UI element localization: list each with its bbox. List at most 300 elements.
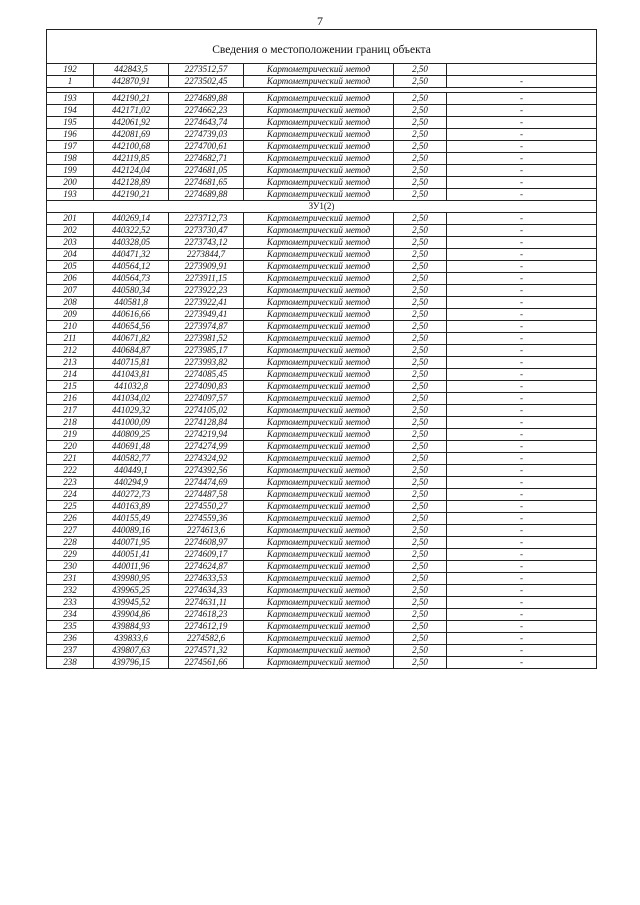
accuracy-cell: 2,50 bbox=[394, 597, 447, 609]
description-cell: - bbox=[447, 165, 597, 177]
description-cell: - bbox=[447, 261, 597, 273]
point-number-cell: 209 bbox=[47, 309, 94, 321]
method-cell: Картометрический метод bbox=[244, 297, 394, 309]
point-number-cell: 236 bbox=[47, 633, 94, 645]
method-cell: Картометрический метод bbox=[244, 237, 394, 249]
accuracy-cell: 2,50 bbox=[394, 141, 447, 153]
x-coordinate-cell: 439945,52 bbox=[94, 597, 169, 609]
method-cell: Картометрический метод bbox=[244, 525, 394, 537]
x-coordinate-cell: 439884,93 bbox=[94, 621, 169, 633]
y-coordinate-cell: 2274474,69 bbox=[169, 477, 244, 489]
point-number-cell: 226 bbox=[47, 513, 94, 525]
point-number-cell: 220 bbox=[47, 441, 94, 453]
table-row bbox=[47, 561, 597, 573]
table-row bbox=[47, 129, 597, 141]
method-cell: Картометрический метод bbox=[244, 189, 394, 201]
accuracy-cell: 2,50 bbox=[394, 237, 447, 249]
accuracy-cell: 2,50 bbox=[394, 64, 447, 76]
description-cell: - bbox=[447, 537, 597, 549]
description-cell: - bbox=[447, 273, 597, 285]
method-cell: Картометрический метод bbox=[244, 657, 394, 669]
table-row bbox=[47, 369, 597, 381]
table-row bbox=[47, 105, 597, 117]
table-row bbox=[47, 64, 597, 76]
table-row bbox=[47, 537, 597, 549]
table-row bbox=[47, 393, 597, 405]
accuracy-cell: 2,50 bbox=[394, 369, 447, 381]
table-row bbox=[47, 585, 597, 597]
table-row bbox=[47, 513, 597, 525]
accuracy-cell: 2,50 bbox=[394, 213, 447, 225]
y-coordinate-cell: 2274274,99 bbox=[169, 441, 244, 453]
accuracy-cell: 2,50 bbox=[394, 453, 447, 465]
y-coordinate-cell: 2273909,91 bbox=[169, 261, 244, 273]
method-cell: Картометрический метод bbox=[244, 117, 394, 129]
point-number-cell: 225 bbox=[47, 501, 94, 513]
accuracy-cell: 2,50 bbox=[394, 633, 447, 645]
table-row bbox=[47, 93, 597, 105]
accuracy-cell: 2,50 bbox=[394, 585, 447, 597]
x-coordinate-cell: 441034,02 bbox=[94, 393, 169, 405]
accuracy-cell: 2,50 bbox=[394, 405, 447, 417]
y-coordinate-cell: 2274487,58 bbox=[169, 489, 244, 501]
y-coordinate-cell: 2274085,45 bbox=[169, 369, 244, 381]
point-number-cell: 199 bbox=[47, 165, 94, 177]
x-coordinate-cell: 441043,81 bbox=[94, 369, 169, 381]
y-coordinate-cell: 2274392,56 bbox=[169, 465, 244, 477]
table-row bbox=[47, 165, 597, 177]
description-cell: - bbox=[447, 117, 597, 129]
description-cell: - bbox=[447, 549, 597, 561]
description-cell: - bbox=[447, 405, 597, 417]
point-number-cell: 233 bbox=[47, 597, 94, 609]
point-number-cell: 198 bbox=[47, 153, 94, 165]
point-number-cell: 229 bbox=[47, 549, 94, 561]
x-coordinate-cell: 440471,32 bbox=[94, 249, 169, 261]
accuracy-cell: 2,50 bbox=[394, 273, 447, 285]
y-coordinate-cell: 2274559,36 bbox=[169, 513, 244, 525]
y-coordinate-cell: 2274097,57 bbox=[169, 393, 244, 405]
point-number-cell: 200 bbox=[47, 177, 94, 189]
method-cell: Картометрический метод bbox=[244, 345, 394, 357]
table-row bbox=[47, 597, 597, 609]
description-cell: - bbox=[447, 429, 597, 441]
x-coordinate-cell: 440051,41 bbox=[94, 549, 169, 561]
x-coordinate-cell: 440294,9 bbox=[94, 477, 169, 489]
description-cell: - bbox=[447, 501, 597, 513]
accuracy-cell: 2,50 bbox=[394, 225, 447, 237]
y-coordinate-cell: 2274633,53 bbox=[169, 573, 244, 585]
x-coordinate-cell: 440616,66 bbox=[94, 309, 169, 321]
accuracy-cell: 2,50 bbox=[394, 561, 447, 573]
x-coordinate-cell: 440564,73 bbox=[94, 273, 169, 285]
description-cell: - bbox=[447, 645, 597, 657]
accuracy-cell: 2,50 bbox=[394, 297, 447, 309]
method-cell: Картометрический метод bbox=[244, 213, 394, 225]
point-number-cell: 208 bbox=[47, 297, 94, 309]
accuracy-cell: 2,50 bbox=[394, 309, 447, 321]
x-coordinate-cell: 440581,8 bbox=[94, 297, 169, 309]
method-cell: Картометрический метод bbox=[244, 76, 394, 88]
accuracy-cell: 2,50 bbox=[394, 393, 447, 405]
description-cell: - bbox=[447, 225, 597, 237]
accuracy-cell: 2,50 bbox=[394, 465, 447, 477]
table-row bbox=[47, 549, 597, 561]
section-row bbox=[47, 201, 597, 213]
y-coordinate-cell: 2274561,66 bbox=[169, 657, 244, 669]
description-cell: - bbox=[447, 453, 597, 465]
y-coordinate-cell: 2273922,23 bbox=[169, 285, 244, 297]
y-coordinate-cell: 2274613,6 bbox=[169, 525, 244, 537]
x-coordinate-cell: 439807,63 bbox=[94, 645, 169, 657]
point-number-cell: 214 bbox=[47, 369, 94, 381]
table-row bbox=[47, 429, 597, 441]
accuracy-cell: 2,50 bbox=[394, 537, 447, 549]
table-row bbox=[47, 489, 597, 501]
y-coordinate-cell: 2273974,87 bbox=[169, 321, 244, 333]
table-row bbox=[47, 573, 597, 585]
y-coordinate-cell: 2273502,45 bbox=[169, 76, 244, 88]
accuracy-cell: 2,50 bbox=[394, 129, 447, 141]
x-coordinate-cell: 441032,8 bbox=[94, 381, 169, 393]
description-cell: - bbox=[447, 585, 597, 597]
accuracy-cell: 2,50 bbox=[394, 573, 447, 585]
x-coordinate-cell: 439833,6 bbox=[94, 633, 169, 645]
description-cell: - bbox=[447, 141, 597, 153]
x-coordinate-cell: 439904,86 bbox=[94, 609, 169, 621]
method-cell: Картометрический метод bbox=[244, 249, 394, 261]
method-cell: Картометрический метод bbox=[244, 405, 394, 417]
table-row bbox=[47, 249, 597, 261]
description-cell: - bbox=[447, 345, 597, 357]
accuracy-cell: 2,50 bbox=[394, 357, 447, 369]
accuracy-cell: 2,50 bbox=[394, 657, 447, 669]
point-number-cell: 227 bbox=[47, 525, 94, 537]
point-number-cell: 228 bbox=[47, 537, 94, 549]
accuracy-cell: 2,50 bbox=[394, 76, 447, 88]
method-cell: Картометрический метод bbox=[244, 549, 394, 561]
accuracy-cell: 2,50 bbox=[394, 189, 447, 201]
x-coordinate-cell: 442128,89 bbox=[94, 177, 169, 189]
point-number-cell: 222 bbox=[47, 465, 94, 477]
point-number-cell: 235 bbox=[47, 621, 94, 633]
description-cell: - bbox=[447, 489, 597, 501]
accuracy-cell: 2,50 bbox=[394, 165, 447, 177]
description-cell: - bbox=[447, 153, 597, 165]
table-row bbox=[47, 645, 597, 657]
y-coordinate-cell: 2274662,23 bbox=[169, 105, 244, 117]
table-row bbox=[47, 261, 597, 273]
table-row bbox=[47, 177, 597, 189]
accuracy-cell: 2,50 bbox=[394, 105, 447, 117]
method-cell: Картометрический метод bbox=[244, 477, 394, 489]
description-cell: - bbox=[447, 597, 597, 609]
accuracy-cell: 2,50 bbox=[394, 117, 447, 129]
x-coordinate-cell: 442870,91 bbox=[94, 76, 169, 88]
description-cell: - bbox=[447, 129, 597, 141]
x-coordinate-cell: 440269,14 bbox=[94, 213, 169, 225]
x-coordinate-cell: 440071,95 bbox=[94, 537, 169, 549]
table-row bbox=[47, 321, 597, 333]
y-coordinate-cell: 2274681,05 bbox=[169, 165, 244, 177]
point-number-cell: 232 bbox=[47, 585, 94, 597]
description-cell: - bbox=[447, 657, 597, 669]
point-number-cell: 203 bbox=[47, 237, 94, 249]
y-coordinate-cell: 2273985,17 bbox=[169, 345, 244, 357]
table-row bbox=[47, 213, 597, 225]
table-row bbox=[47, 633, 597, 645]
description-cell: - bbox=[447, 321, 597, 333]
point-number-cell: 192 bbox=[47, 64, 94, 76]
y-coordinate-cell: 2274624,87 bbox=[169, 561, 244, 573]
x-coordinate-cell: 442119,85 bbox=[94, 153, 169, 165]
y-coordinate-cell: 2274219,94 bbox=[169, 429, 244, 441]
point-number-cell: 196 bbox=[47, 129, 94, 141]
x-coordinate-cell: 440684,87 bbox=[94, 345, 169, 357]
accuracy-cell: 2,50 bbox=[394, 249, 447, 261]
x-coordinate-cell: 439980,95 bbox=[94, 573, 169, 585]
table-row bbox=[47, 189, 597, 201]
point-number-cell: 221 bbox=[47, 453, 94, 465]
description-cell: - bbox=[447, 561, 597, 573]
section-label: ЗУ1(2) bbox=[47, 201, 597, 213]
accuracy-cell: 2,50 bbox=[394, 525, 447, 537]
method-cell: Картометрический метод bbox=[244, 129, 394, 141]
point-number-cell: 231 bbox=[47, 573, 94, 585]
x-coordinate-cell: 440155,49 bbox=[94, 513, 169, 525]
method-cell: Картометрический метод bbox=[244, 309, 394, 321]
y-coordinate-cell: 2273911,15 bbox=[169, 273, 244, 285]
accuracy-cell: 2,50 bbox=[394, 621, 447, 633]
method-cell: Картометрический метод bbox=[244, 597, 394, 609]
accuracy-cell: 2,50 bbox=[394, 153, 447, 165]
y-coordinate-cell: 2274550,27 bbox=[169, 501, 244, 513]
accuracy-cell: 2,50 bbox=[394, 549, 447, 561]
point-number-cell: 201 bbox=[47, 213, 94, 225]
x-coordinate-cell: 440654,56 bbox=[94, 321, 169, 333]
x-coordinate-cell: 442190,21 bbox=[94, 93, 169, 105]
table-row bbox=[47, 357, 597, 369]
y-coordinate-cell: 2273844,7 bbox=[169, 249, 244, 261]
point-number-cell: 215 bbox=[47, 381, 94, 393]
description-cell: - bbox=[447, 285, 597, 297]
y-coordinate-cell: 2274643,74 bbox=[169, 117, 244, 129]
point-number-cell: 1 bbox=[47, 76, 94, 88]
method-cell: Картометрический метод bbox=[244, 357, 394, 369]
method-cell: Картометрический метод bbox=[244, 225, 394, 237]
method-cell: Картометрический метод bbox=[244, 441, 394, 453]
table-row bbox=[47, 117, 597, 129]
accuracy-cell: 2,50 bbox=[394, 441, 447, 453]
table-row bbox=[47, 441, 597, 453]
description-cell: - bbox=[447, 249, 597, 261]
table-row bbox=[47, 525, 597, 537]
x-coordinate-cell: 440671,82 bbox=[94, 333, 169, 345]
method-cell: Картометрический метод bbox=[244, 513, 394, 525]
accuracy-cell: 2,50 bbox=[394, 333, 447, 345]
y-coordinate-cell: 2274608,97 bbox=[169, 537, 244, 549]
y-coordinate-cell: 2274105,02 bbox=[169, 405, 244, 417]
point-number-cell: 217 bbox=[47, 405, 94, 417]
accuracy-cell: 2,50 bbox=[394, 177, 447, 189]
point-number-cell: 205 bbox=[47, 261, 94, 273]
accuracy-cell: 2,50 bbox=[394, 429, 447, 441]
description-cell: - bbox=[447, 309, 597, 321]
page-number: 7 bbox=[317, 14, 323, 28]
method-cell: Картометрический метод bbox=[244, 537, 394, 549]
x-coordinate-cell: 442124,04 bbox=[94, 165, 169, 177]
y-coordinate-cell: 2273993,82 bbox=[169, 357, 244, 369]
y-coordinate-cell: 2274609,17 bbox=[169, 549, 244, 561]
method-cell: Картометрический метод bbox=[244, 285, 394, 297]
description-cell: - bbox=[447, 357, 597, 369]
x-coordinate-cell: 442190,21 bbox=[94, 189, 169, 201]
x-coordinate-cell: 442100,68 bbox=[94, 141, 169, 153]
description-cell: - bbox=[447, 333, 597, 345]
accuracy-cell: 2,50 bbox=[394, 645, 447, 657]
table-row bbox=[47, 309, 597, 321]
point-number-cell: 206 bbox=[47, 273, 94, 285]
x-coordinate-cell: 440580,34 bbox=[94, 285, 169, 297]
point-number-cell: 193 bbox=[47, 93, 94, 105]
y-coordinate-cell: 2273730,47 bbox=[169, 225, 244, 237]
y-coordinate-cell: 2274739,03 bbox=[169, 129, 244, 141]
method-cell: Картометрический метод bbox=[244, 153, 394, 165]
point-number-cell: 216 bbox=[47, 393, 94, 405]
method-cell: Картометрический метод bbox=[244, 501, 394, 513]
x-coordinate-cell: 441000,09 bbox=[94, 417, 169, 429]
method-cell: Картометрический метод bbox=[244, 609, 394, 621]
accuracy-cell: 2,50 bbox=[394, 261, 447, 273]
x-coordinate-cell: 440272,73 bbox=[94, 489, 169, 501]
method-cell: Картометрический метод bbox=[244, 333, 394, 345]
table-row bbox=[47, 141, 597, 153]
y-coordinate-cell: 2274618,23 bbox=[169, 609, 244, 621]
boundary-coordinates-table bbox=[46, 29, 597, 669]
table-row bbox=[47, 417, 597, 429]
method-cell: Картометрический метод bbox=[244, 261, 394, 273]
accuracy-cell: 2,50 bbox=[394, 93, 447, 105]
point-number-cell: 219 bbox=[47, 429, 94, 441]
x-coordinate-cell: 440322,52 bbox=[94, 225, 169, 237]
y-coordinate-cell: 2274571,32 bbox=[169, 645, 244, 657]
table-row bbox=[47, 477, 597, 489]
point-number-cell: 224 bbox=[47, 489, 94, 501]
accuracy-cell: 2,50 bbox=[394, 285, 447, 297]
x-coordinate-cell: 442171,02 bbox=[94, 105, 169, 117]
method-cell: Картометрический метод bbox=[244, 321, 394, 333]
point-number-cell: 210 bbox=[47, 321, 94, 333]
y-coordinate-cell: 2274689,88 bbox=[169, 93, 244, 105]
x-coordinate-cell: 439796,15 bbox=[94, 657, 169, 669]
method-cell: Картометрический метод bbox=[244, 561, 394, 573]
point-number-cell: 238 bbox=[47, 657, 94, 669]
table-row bbox=[47, 273, 597, 285]
table-row bbox=[47, 333, 597, 345]
table-row bbox=[47, 237, 597, 249]
description-cell: - bbox=[447, 609, 597, 621]
y-coordinate-cell: 2273712,73 bbox=[169, 213, 244, 225]
description-cell: - bbox=[447, 513, 597, 525]
method-cell: Картометрический метод bbox=[244, 621, 394, 633]
x-coordinate-cell: 440582,77 bbox=[94, 453, 169, 465]
method-cell: Картометрический метод bbox=[244, 381, 394, 393]
accuracy-cell: 2,50 bbox=[394, 513, 447, 525]
point-number-cell: 230 bbox=[47, 561, 94, 573]
method-cell: Картометрический метод bbox=[244, 165, 394, 177]
x-coordinate-cell: 442081,69 bbox=[94, 129, 169, 141]
method-cell: Картометрический метод bbox=[244, 141, 394, 153]
description-cell: - bbox=[447, 213, 597, 225]
method-cell: Картометрический метод bbox=[244, 417, 394, 429]
description-cell: - bbox=[447, 633, 597, 645]
method-cell: Картометрический метод bbox=[244, 489, 394, 501]
description-cell: - bbox=[447, 393, 597, 405]
method-cell: Картометрический метод bbox=[244, 645, 394, 657]
y-coordinate-cell: 2273949,41 bbox=[169, 309, 244, 321]
accuracy-cell: 2,50 bbox=[394, 609, 447, 621]
table-row bbox=[47, 501, 597, 513]
table-row bbox=[47, 657, 597, 669]
point-number-cell: 212 bbox=[47, 345, 94, 357]
method-cell: Картометрический метод bbox=[244, 393, 394, 405]
point-number-cell: 218 bbox=[47, 417, 94, 429]
table-row bbox=[47, 153, 597, 165]
accuracy-cell: 2,50 bbox=[394, 477, 447, 489]
y-coordinate-cell: 2274682,71 bbox=[169, 153, 244, 165]
method-cell: Картометрический метод bbox=[244, 585, 394, 597]
x-coordinate-cell: 440564,12 bbox=[94, 261, 169, 273]
description-cell: - bbox=[447, 369, 597, 381]
y-coordinate-cell: 2273981,52 bbox=[169, 333, 244, 345]
method-cell: Картометрический метод bbox=[244, 105, 394, 117]
point-number-cell: 234 bbox=[47, 609, 94, 621]
point-number-cell: 211 bbox=[47, 333, 94, 345]
x-coordinate-cell: 440328,05 bbox=[94, 237, 169, 249]
table-row bbox=[47, 345, 597, 357]
point-number-cell: 223 bbox=[47, 477, 94, 489]
description-cell: - bbox=[447, 189, 597, 201]
x-coordinate-cell: 442061,92 bbox=[94, 117, 169, 129]
description-cell: - bbox=[447, 417, 597, 429]
description-cell: - bbox=[447, 297, 597, 309]
description-cell: - bbox=[447, 93, 597, 105]
y-coordinate-cell: 2274681,65 bbox=[169, 177, 244, 189]
description-cell bbox=[447, 64, 597, 76]
description-cell: - bbox=[447, 573, 597, 585]
accuracy-cell: 2,50 bbox=[394, 489, 447, 501]
table-title-row bbox=[47, 30, 597, 64]
x-coordinate-cell: 440715,81 bbox=[94, 357, 169, 369]
point-number-cell: 195 bbox=[47, 117, 94, 129]
y-coordinate-cell: 2274612,19 bbox=[169, 621, 244, 633]
x-coordinate-cell: 440691,48 bbox=[94, 441, 169, 453]
y-coordinate-cell: 2273512,57 bbox=[169, 64, 244, 76]
method-cell: Картометрический метод bbox=[244, 273, 394, 285]
method-cell: Картометрический метод bbox=[244, 177, 394, 189]
point-number-cell: 207 bbox=[47, 285, 94, 297]
table-row bbox=[47, 381, 597, 393]
description-cell: - bbox=[447, 465, 597, 477]
y-coordinate-cell: 2274128,84 bbox=[169, 417, 244, 429]
table-row bbox=[47, 297, 597, 309]
y-coordinate-cell: 2274634,33 bbox=[169, 585, 244, 597]
point-number-cell: 193 bbox=[47, 189, 94, 201]
table-row bbox=[47, 76, 597, 88]
y-coordinate-cell: 2274700,61 bbox=[169, 141, 244, 153]
method-cell: Картометрический метод bbox=[244, 64, 394, 76]
table-row bbox=[47, 225, 597, 237]
